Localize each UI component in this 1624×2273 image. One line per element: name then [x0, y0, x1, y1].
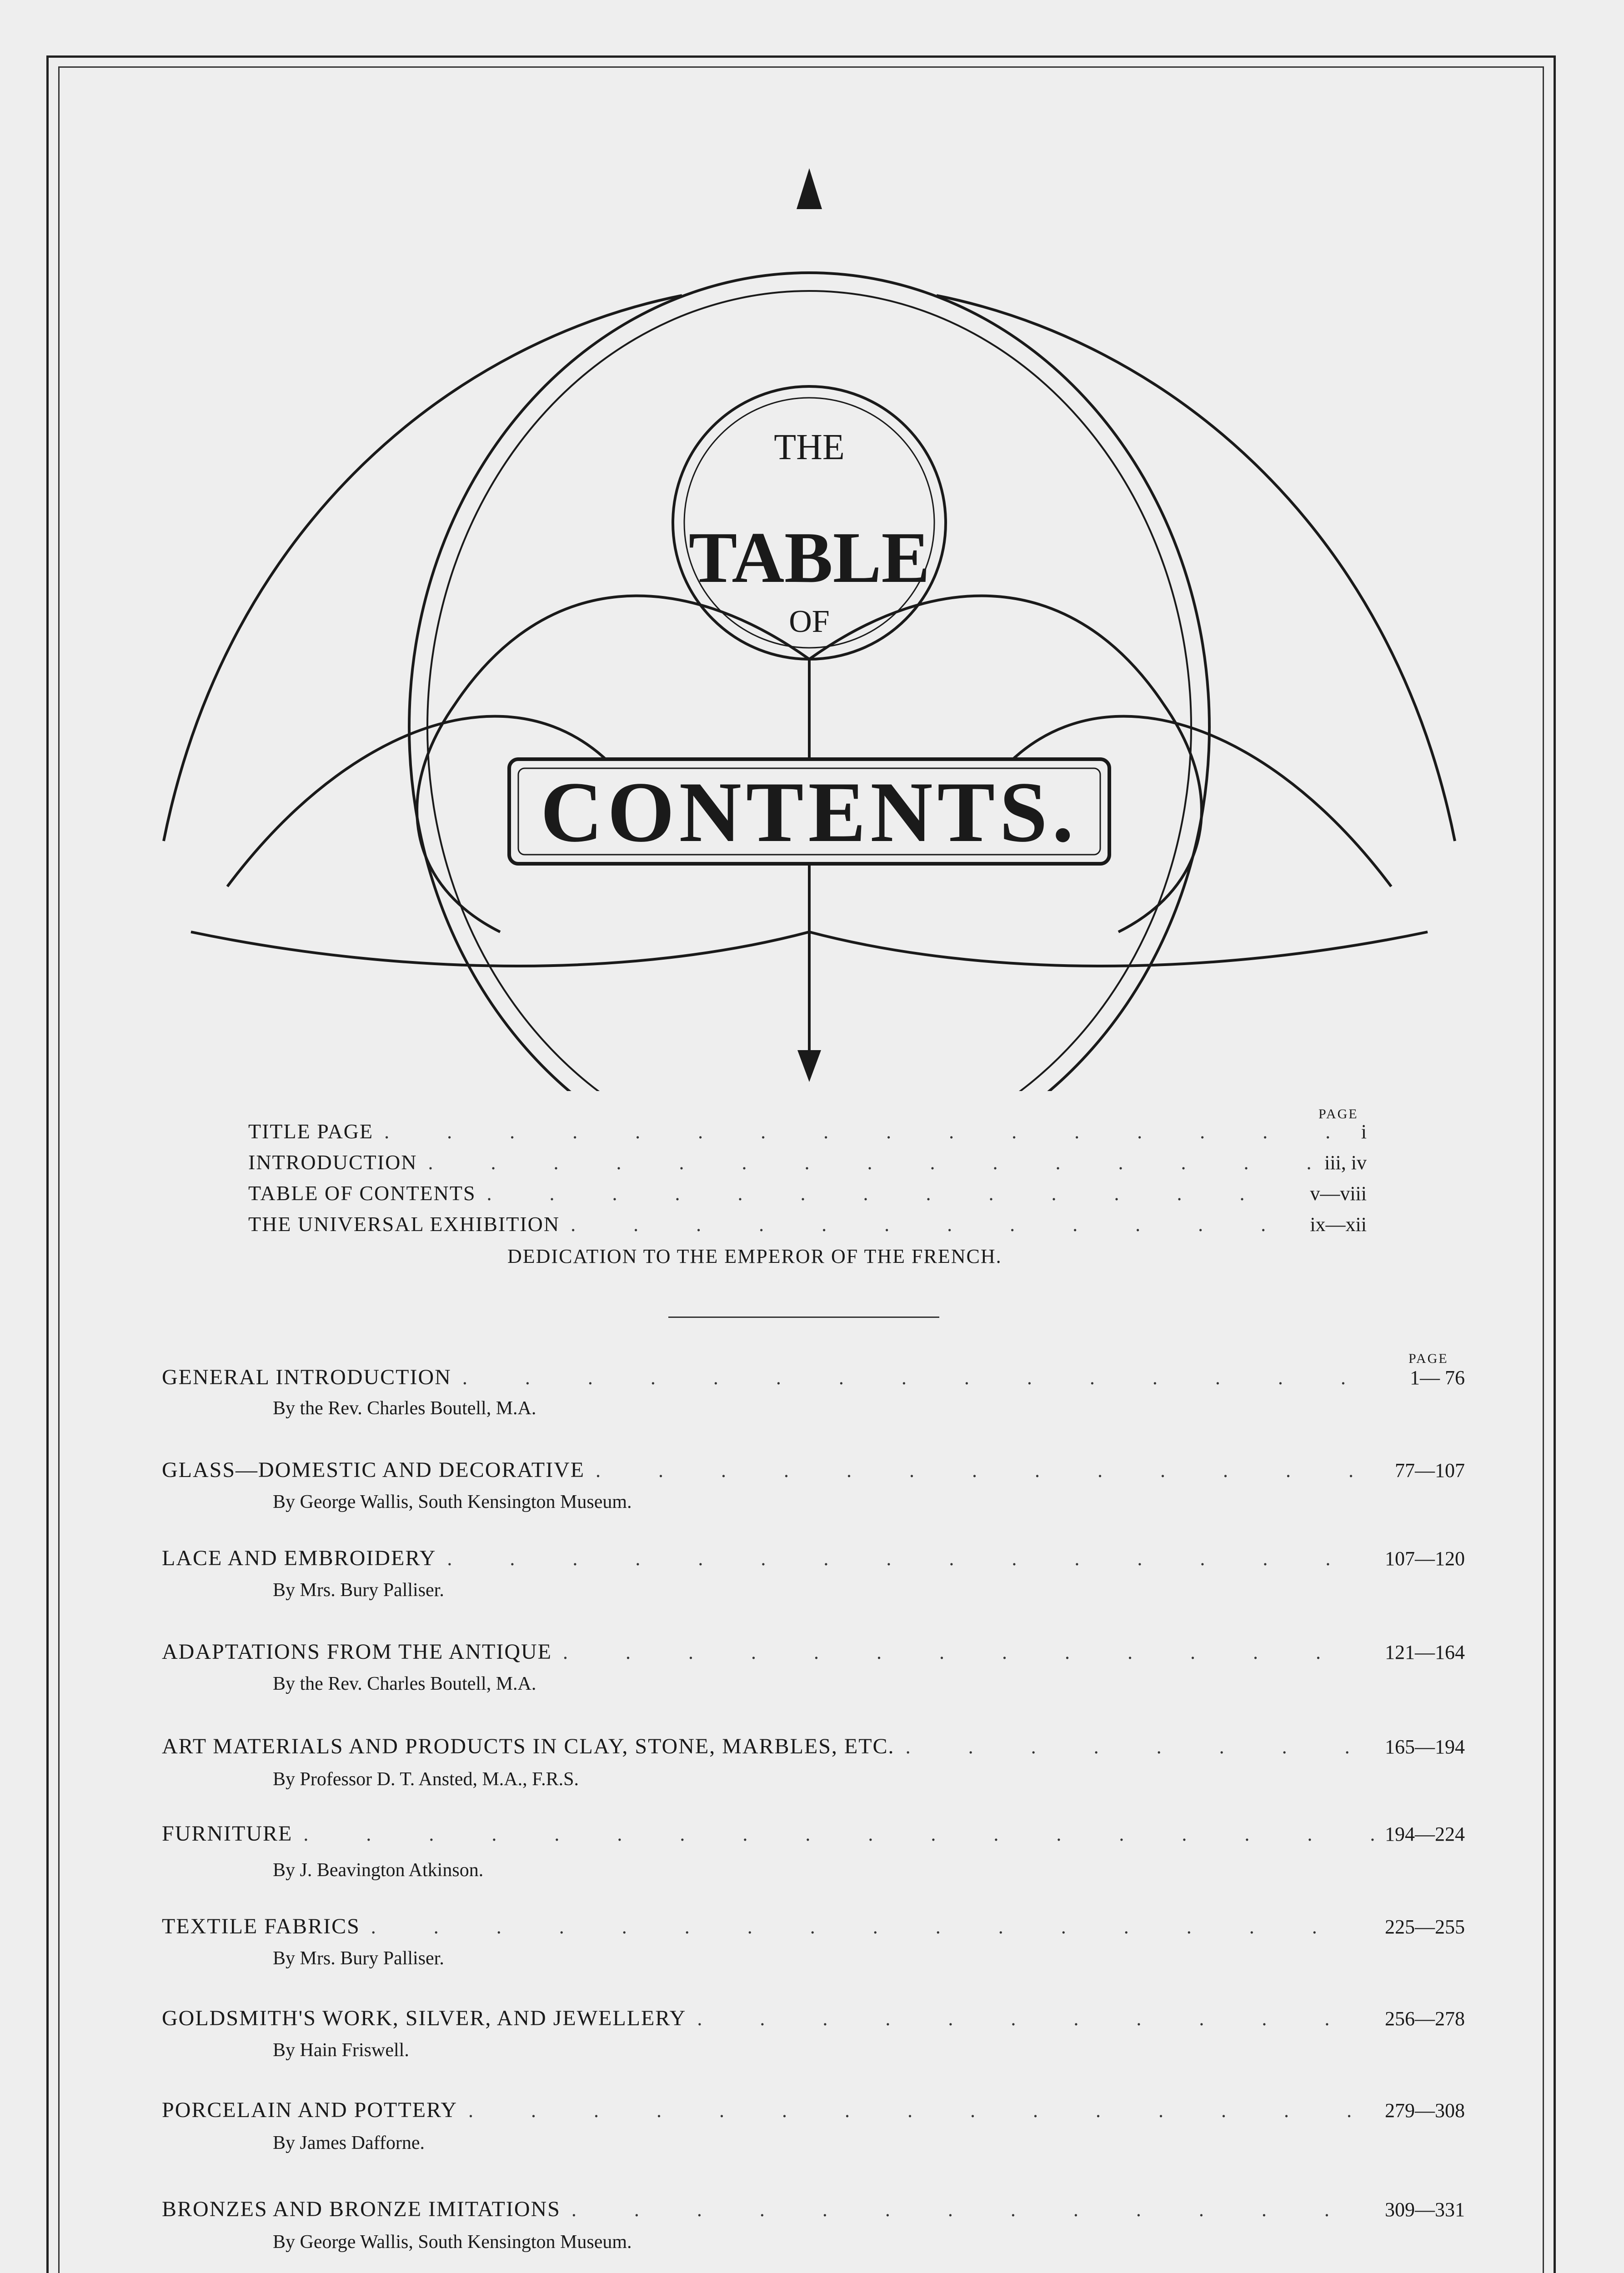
entry-pages: 121—164: [1385, 1641, 1465, 1663]
entry-author: By George Wallis, South Kensington Museum.: [273, 1492, 632, 1512]
front-matter-row: [248, 1181, 1367, 1205]
entry-title: ADAPTATIONS FROM THE ANTIQUE: [162, 1640, 552, 1664]
dot-leader: [468, 2101, 1374, 2121]
dot-leader: [697, 2009, 1374, 2029]
entry-pages: i: [1361, 1121, 1367, 1143]
entry-pages: 225—255: [1385, 1916, 1465, 1938]
entry-pages: 309—331: [1385, 2198, 1465, 2221]
entry-title: LACE AND EMBROIDERY: [162, 1546, 436, 1570]
dot-leader: [384, 1122, 1350, 1142]
sections-page-header: PAGE: [1408, 1351, 1449, 1366]
toc-entry: [162, 1734, 1465, 1759]
toc-entry: [162, 1914, 1465, 1939]
entry-author: By the Rev. Charles Boutell, M.A.: [273, 1398, 536, 1419]
dedication-line: DEDICATION TO THE EMPEROR OF THE FRENCH.: [507, 1245, 1002, 1267]
entry-pages: 256—278: [1385, 2008, 1465, 2030]
entry-title: GLASS—DOMESTIC AND DECORATIVE: [162, 1458, 585, 1482]
toc-entry: [162, 1639, 1465, 1664]
entry-title: TEXTILE FABRICS: [162, 1914, 360, 1938]
entry-title: GENERAL INTRODUCTION: [162, 1365, 451, 1389]
entry-pages: 1— 76: [1410, 1367, 1465, 1389]
entry-title: ART MATERIALS AND PRODUCTS IN CLAY, STONE, MARBLES, ETC.: [162, 1734, 895, 1758]
entry-pages: 165—194: [1385, 1736, 1465, 1758]
divider-rule: [668, 1317, 939, 1318]
front-matter-page-header: PAGE: [1318, 1106, 1358, 1121]
dot-leader: [447, 1549, 1374, 1569]
dot-leader: [571, 2200, 1374, 2220]
toc-entry: [162, 1365, 1465, 1390]
ornament-text-table: TABLE: [688, 517, 930, 598]
entry-pages: 194—224: [1385, 1823, 1465, 1845]
toc-entry: [162, 1457, 1465, 1482]
ornament-text-of: OF: [789, 604, 830, 639]
dot-leader: [906, 1737, 1374, 1757]
ornament-text-contents: CONTENTS.: [540, 765, 1078, 860]
dot-leader: [462, 1368, 1399, 1388]
entry-title: INTRODUCTION: [248, 1151, 417, 1174]
entry-pages: v—viii: [1310, 1182, 1367, 1205]
entry-author: By J. Beavington Atkinson.: [273, 1860, 484, 1881]
front-matter-row: [248, 1119, 1367, 1143]
toc-entry: [162, 1546, 1465, 1571]
dot-leader: [428, 1153, 1314, 1173]
entry-author: By James Dafforne.: [273, 2133, 425, 2153]
front-matter-row: [248, 1212, 1367, 1236]
entry-pages: 107—120: [1385, 1547, 1465, 1570]
entry-author: By Professor D. T. Ansted, M.A., F.R.S.: [273, 1769, 579, 1790]
entry-author: By the Rev. Charles Boutell, M.A.: [273, 1673, 536, 1694]
entry-pages: 279—308: [1385, 2099, 1465, 2122]
toc-entry: [162, 2006, 1465, 2031]
entry-pages: iii, iv: [1324, 1152, 1367, 1174]
table-of-contents-ornament: [136, 114, 1482, 1091]
dot-leader: [563, 1642, 1374, 1662]
toc-entry: [162, 2098, 1465, 2123]
dot-leader: [571, 1215, 1299, 1235]
entry-author: By Mrs. Bury Palliser.: [273, 1580, 444, 1601]
entry-author: By Hain Friswell.: [273, 2040, 409, 2061]
entry-pages: 77—107: [1395, 1459, 1465, 1482]
entry-title: FURNITURE: [162, 1822, 293, 1846]
entry-author: By George Wallis, South Kensington Museum.: [273, 2232, 632, 2253]
front-matter-row: [248, 1150, 1367, 1174]
entry-title: TITLE PAGE: [248, 1120, 374, 1143]
toc-entry: [162, 2197, 1465, 2222]
entry-pages: ix—xii: [1310, 1213, 1367, 1236]
dot-leader: [303, 1824, 1374, 1844]
entry-title: PORCELAIN AND POTTERY: [162, 2098, 458, 2122]
ornament-text-the: THE: [774, 427, 845, 467]
dot-leader: [371, 1917, 1374, 1937]
entry-title: BRONZES AND BRONZE IMITATIONS: [162, 2197, 561, 2221]
entry-title: TABLE OF CONTENTS: [248, 1182, 476, 1205]
entry-title: GOLDSMITH'S WORK, SILVER, AND JEWELLERY: [162, 2006, 687, 2030]
dot-leader: [596, 1461, 1384, 1481]
entry-author: By Mrs. Bury Palliser.: [273, 1948, 444, 1969]
toc-entry: [162, 1821, 1465, 1846]
entry-title: THE UNIVERSAL EXHIBITION: [248, 1212, 560, 1236]
dot-leader: [487, 1184, 1299, 1204]
